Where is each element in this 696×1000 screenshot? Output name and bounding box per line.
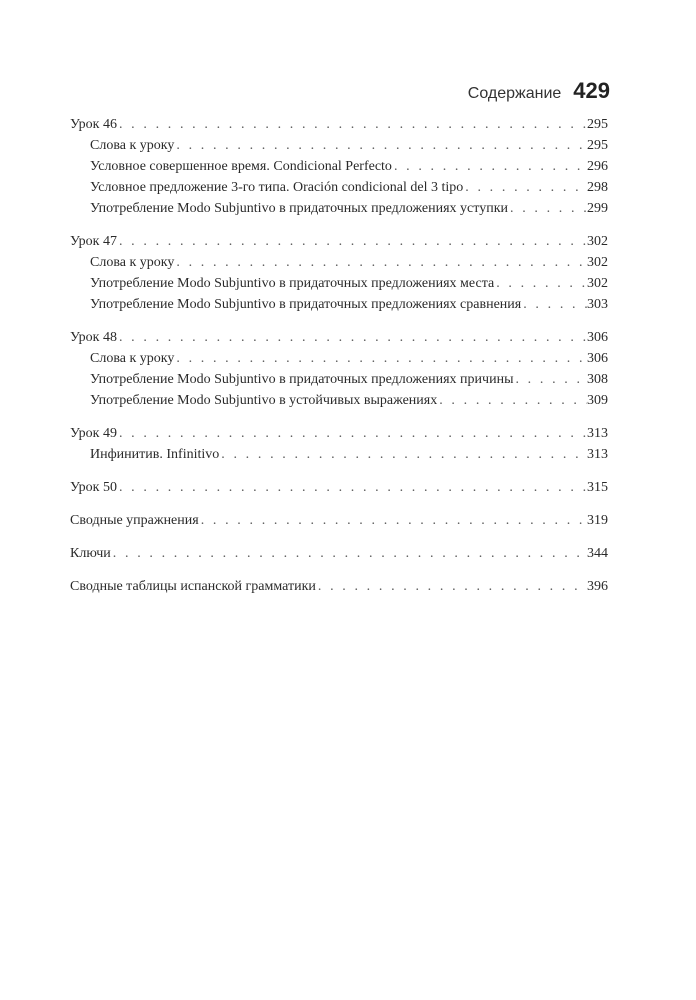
dot-leader xyxy=(463,177,587,198)
dot-leader xyxy=(174,348,587,369)
toc-entry[interactable] xyxy=(70,390,608,411)
toc-entry-label: Слова к уроку xyxy=(90,351,175,366)
toc-entry-label: Сводные таблицы испанской грамматики xyxy=(70,579,316,594)
toc-entry-label: Употребление Modo Subjuntivo в устойчивых выражениях xyxy=(90,393,438,408)
dot-leader xyxy=(117,423,587,444)
toc-entry-label: Употребление Modo Subjuntivo в придаточных предложениях уступки xyxy=(90,201,508,216)
toc-entry-page: 298 xyxy=(587,180,608,195)
toc-entry[interactable] xyxy=(70,543,608,564)
table-of-contents xyxy=(70,114,608,609)
toc-entry-page: 302 xyxy=(587,255,608,270)
dot-leader xyxy=(392,156,587,177)
toc-entry-page: 319 xyxy=(587,513,608,528)
dot-leader xyxy=(508,198,587,219)
dot-leader xyxy=(117,231,587,252)
toc-entry[interactable] xyxy=(70,135,608,156)
toc-entry-page: 313 xyxy=(587,426,608,441)
toc-entry-label: Урок 46 xyxy=(70,117,117,132)
toc-entry[interactable] xyxy=(70,231,608,252)
toc-entry-page: 302 xyxy=(587,276,608,291)
toc-entry-page: 299 xyxy=(587,201,608,216)
toc-entry-page: 306 xyxy=(587,330,608,345)
toc-entry-label: Употребление Modo Subjuntivo в придаточных предложениях сравнения xyxy=(90,297,522,312)
toc-entry-label: Слова к уроку xyxy=(90,255,175,270)
toc-group-exercises xyxy=(70,510,608,531)
toc-entry-label: Сводные упражнения xyxy=(70,513,199,528)
toc-entry[interactable] xyxy=(70,273,608,294)
dot-leader xyxy=(174,135,587,156)
toc-entry[interactable] xyxy=(70,348,608,369)
toc-entry-page: 295 xyxy=(587,117,608,132)
toc-entry[interactable] xyxy=(70,294,608,315)
toc-entry-label: Инфинитив. Infinitivo xyxy=(90,447,220,462)
toc-group-lesson-49 xyxy=(70,423,608,465)
toc-group-lesson-50 xyxy=(70,477,608,498)
toc-entry-label: Условное предложение 3-го типа. Oración condicional del 3 tipo xyxy=(90,180,464,195)
toc-entry[interactable] xyxy=(70,198,608,219)
toc-entry-page: 295 xyxy=(587,138,608,153)
toc-entry[interactable] xyxy=(70,423,608,444)
toc-group-lesson-46 xyxy=(70,114,608,219)
running-header xyxy=(468,78,610,104)
toc-entry-label: Урок 47 xyxy=(70,234,117,249)
dot-leader xyxy=(174,252,587,273)
toc-entry[interactable] xyxy=(70,156,608,177)
toc-entry-label: Употребление Modo Subjuntivo в придаточных предложениях причины xyxy=(90,372,514,387)
toc-entry[interactable] xyxy=(70,369,608,390)
page-number: 429 xyxy=(573,78,610,103)
toc-entry[interactable] xyxy=(70,252,608,273)
toc-entry-label: Урок 49 xyxy=(70,426,117,441)
toc-entry[interactable] xyxy=(70,444,608,465)
toc-entry-page: 313 xyxy=(587,447,608,462)
dot-leader xyxy=(117,327,587,348)
dot-leader xyxy=(117,114,587,135)
toc-entry-page: 315 xyxy=(587,480,608,495)
toc-entry-page: 302 xyxy=(587,234,608,249)
toc-group-keys xyxy=(70,543,608,564)
dot-leader xyxy=(513,369,587,390)
toc-entry-page: 296 xyxy=(587,159,608,174)
toc-entry[interactable] xyxy=(70,114,608,135)
toc-entry-label: Урок 50 xyxy=(70,480,117,495)
dot-leader xyxy=(316,576,587,597)
toc-entry[interactable] xyxy=(70,177,608,198)
dot-leader xyxy=(219,444,587,465)
toc-entry[interactable] xyxy=(70,510,608,531)
dot-leader xyxy=(494,273,587,294)
toc-group-lesson-47 xyxy=(70,231,608,315)
dot-leader xyxy=(117,477,587,498)
toc-entry-label: Условное совершенное время. Condicional Perfecto xyxy=(90,159,392,174)
dot-leader xyxy=(199,510,587,531)
dot-leader xyxy=(437,390,587,411)
toc-entry-page: 308 xyxy=(587,372,608,387)
toc-entry-label: Употребление Modo Subjuntivo в придаточных предложениях места xyxy=(90,276,495,291)
toc-entry-page: 396 xyxy=(587,579,608,594)
dot-leader xyxy=(521,294,587,315)
toc-entry-page: 309 xyxy=(587,393,608,408)
dot-leader xyxy=(111,543,587,564)
toc-entry[interactable] xyxy=(70,576,608,597)
toc-entry[interactable] xyxy=(70,327,608,348)
header-title: Содержание xyxy=(467,85,562,102)
toc-entry-page: 306 xyxy=(587,351,608,366)
toc-entry[interactable] xyxy=(70,477,608,498)
toc-entry-page: 303 xyxy=(587,297,608,312)
toc-entry-page: 344 xyxy=(587,546,608,561)
toc-group-lesson-48 xyxy=(70,327,608,411)
toc-entry-label: Ключи xyxy=(70,546,111,561)
toc-entry-label: Слова к уроку xyxy=(90,138,175,153)
toc-group-grammar-tables xyxy=(70,576,608,597)
toc-entry-label: Урок 48 xyxy=(70,330,117,345)
